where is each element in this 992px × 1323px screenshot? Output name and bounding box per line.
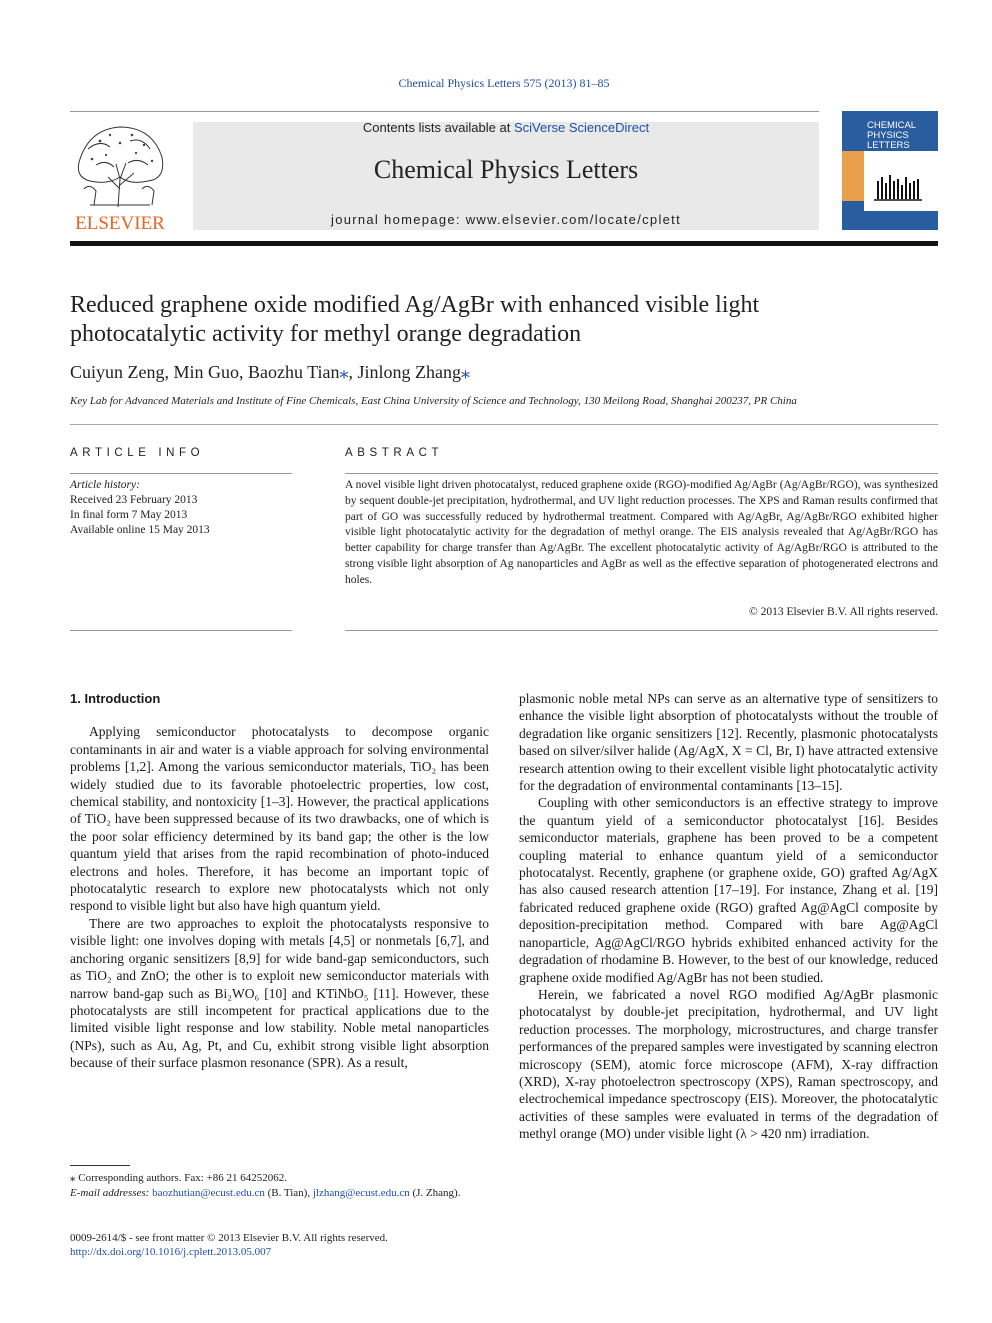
top-rule bbox=[70, 111, 819, 112]
author-list: Cuiyun Zeng, Min Guo, Baozhu Tian⁎, Jinlong Zhang⁎ bbox=[70, 362, 471, 382]
email-footnote bbox=[70, 1186, 489, 1201]
email-link[interactable]: baozhutian@ecust.edu.cn bbox=[152, 1187, 265, 1199]
author-name[interactable]: Baozhu Tian bbox=[248, 362, 340, 382]
footnote-rule bbox=[70, 1165, 130, 1166]
body-paragraph: plasmonic noble metal NPs can serve as an alternative type of sensitizers to enhance the visible light absorption of photocatalysts without the trouble of degradation like organic sensitizers [12]. Recently, plasmonic photocatalysts based on silver/silver halide (Ag/AgX, X = Cl, Br, I) have attracted extensive research attention owing to their excellent visible light photocatalytic activity for the degradation of environmental contaminants [13–15]. bbox=[519, 691, 938, 794]
homepage-link[interactable]: www.elsevier.com/locate/cplett bbox=[465, 212, 681, 227]
divider bbox=[70, 630, 292, 631]
corresponding-footnote: ⁎ Corresponding authors. Fax: +86 21 64252062. bbox=[70, 1172, 288, 1184]
journal-title: Chemical Physics Letters bbox=[373, 155, 639, 184]
affiliation: Key Lab for Advanced Materials and Institute of Fine Chemicals, East China University of Science and Technology, 130 Meilong Road, Shanghai 200237, PR China bbox=[70, 395, 797, 407]
email-owner: (B. Tian), bbox=[267, 1187, 311, 1199]
elsevier-logo[interactable] bbox=[70, 119, 170, 232]
email-owner: (J. Zhang). bbox=[412, 1187, 461, 1199]
abstract-text: A novel visible light driven photocatalyst, reduced graphene oxide (RGO)-modified Ag/AgBr (Ag/AgBr/RGO), was synthesized by sequent double-jet precipitation, hydrothermal, and UV light reduction processes. The XPS and Raman results confirmed that part of GO was successfully reduced by hydrothermal treatment. Compared with Ag/AgBr, Ag/AgBr/RGO exhibited higher visible light photocatalytic activity for the degradation of methyl orange. The EIS analysis revealed that Ag/AgBr/RGO has better capability for charge transfer than Ag/AgBr. The excellent photocatalytic activity of Ag/AgBr/RGO is attributed to the strong visible light absorption of Ag nanoparticles and AgBr as well as the effective separation of photogenerated electrons and holes. bbox=[345, 479, 938, 586]
journal-citation[interactable]: Chemical Physics Letters 575 (2013) 81–85 bbox=[398, 76, 610, 90]
final-form-date: In final form 7 May 2013 bbox=[70, 509, 188, 521]
body-paragraph: There are two approaches to exploit the photocatalysts responsive to visible light: one involves doping with metals [4,5] or nonmetals [6,7], and anchoring organic sensitizers [8,9] for wide band-gap semiconductors, such as TiO₂ and ZnO; the other is to exploit new semiconductor materials with narrow band-gap such as Bi₂WO₆ [10] and KTiNbO₅ [11]. However, these photocatalysts are still incompetent for practical applications due to the limited visible light response and low stability. Noble metal nanoparticles (NPs), such as Au, Ag, Pt, and Cu, exhibit strong visible light absorption because of their surface plasmon resonance (SPR). As a result, bbox=[70, 915, 489, 1071]
history-label: Article history: bbox=[70, 479, 140, 491]
online-date: Available online 15 May 2013 bbox=[70, 524, 210, 536]
corresponding-mark[interactable]: ⁎ bbox=[461, 362, 471, 382]
body-paragraph: Herein, we fabricated a novel RGO modified Ag/AgBr plasmonic photocatalyst by double-jet precipitation, hydrothermal, and UV light reduction processes. The morphology, microstructures, and charge transfer performances of the prepared samples were investigated by scanning electron microscopy (SEM), atomic force microscope (AFM), X-ray diffraction (XRD), X-ray photoelectron spectroscopy (XPS), Raman spectroscopy, and electrochemical impedance spectroscopy (EIS). Moreover, the photocatalytic activities of these samples were evaluated in terms of the degradation of methyl orange (MO) under visible light (λ > 420 nm) irradiation. bbox=[519, 986, 938, 1142]
paper-title-line: photocatalytic activity for methyl orange degradation bbox=[70, 321, 582, 347]
contents-prefix: Contents lists available at bbox=[362, 120, 514, 135]
divider bbox=[70, 424, 938, 425]
doi-link[interactable]: http://dx.doi.org/10.1016/j.cplett.2013.05.007 bbox=[70, 1246, 272, 1258]
journal-cover-thumbnail[interactable] bbox=[842, 111, 938, 230]
paper-title-line: Reduced graphene oxide modified Ag/AgBr with enhanced visible light bbox=[70, 292, 760, 318]
article-history bbox=[70, 478, 210, 538]
author-name[interactable]: Cuiyun Zeng bbox=[70, 362, 165, 382]
body-column-left bbox=[70, 690, 489, 1072]
section-heading-introduction: 1. Introduction bbox=[70, 691, 161, 706]
cover-title-line: PHYSICS bbox=[867, 130, 909, 141]
journal-homepage bbox=[193, 212, 819, 227]
body-paragraph: Coupling with other semiconductors is an effective strategy to improve the quantum yield of a semiconductor photocatalyst [16]. Besides semiconductor materials, graphene has been proved to be a competent coupling material to enhance quantum yield of a semiconductor photocatalyst. Recently, graphene (or graphene oxide, GO) grafted Ag/AgX has also caused research attention [17–19]. For instance, Zhang et al. [19] fabricated reduced graphene oxide (RGO) grafted Ag@AgCl composite by deposition-precipitation method. Compared with bare Ag@AgCl nanoparticle, Ag@AgCl/RGO hybrids exhibited enhanced activity for the degradation of rhodamine B. However, to the best of our knowledge, reduced graphene oxide modified Ag/AgBr has not been studied. bbox=[519, 795, 938, 985]
footnotes bbox=[70, 1171, 489, 1201]
copyright-notice: © 2013 Elsevier B.V. All rights reserved. bbox=[749, 606, 938, 618]
cover-title-line: LETTERS bbox=[867, 140, 910, 151]
divider bbox=[345, 473, 938, 474]
homepage-prefix: journal homepage: bbox=[331, 212, 466, 227]
divider bbox=[345, 630, 938, 631]
body-paragraph: Applying semiconductor photocatalysts to decompose organic contaminants in air and water is a viable approach for solving environmental problems [1,2]. Among the various semiconductor materials, TiO₂ has been widely studied due to its favorable photoelectric properties, low cost, chemical stability, and nontoxicity [1–3]. However, the practical applications of TiO₂ have been suppressed because of its two drawbacks, one of which is the poor solar efficiency determined by its band gap; the other is the low quantum yield that arises from the rapid recombination of photo-induced electrons and holes. Therefore, it has become an important topic of photocatalytic research to explore new photocatalysts which not only respond to visible light but also have high quantum yield. bbox=[70, 724, 489, 914]
abstract-heading: ABSTRACT bbox=[345, 447, 444, 459]
cover-title-line: CHEMICAL bbox=[867, 120, 917, 131]
paper-title bbox=[70, 291, 930, 349]
front-matter-notice: 0009-2614/$ - see front matter © 2013 Elsevier B.V. All rights reserved. bbox=[70, 1232, 388, 1244]
cover-title bbox=[867, 121, 916, 151]
body-column-right bbox=[519, 690, 938, 1143]
issn-block bbox=[70, 1231, 388, 1259]
elsevier-tree-icon bbox=[70, 119, 170, 232]
email-label: E-mail addresses: bbox=[70, 1187, 150, 1199]
email-link[interactable]: jlzhang@ecust.edu.cn bbox=[312, 1187, 410, 1199]
elsevier-wordmark: ELSEVIER bbox=[75, 213, 165, 232]
contents-availability bbox=[193, 120, 819, 135]
article-info-heading: ARTICLE INFO bbox=[70, 447, 205, 459]
divider bbox=[70, 473, 292, 474]
header-rule bbox=[70, 241, 938, 246]
sciencedirect-link[interactable]: SciVerse ScienceDirect bbox=[513, 120, 650, 135]
author-name[interactable]: Jinlong Zhang bbox=[357, 362, 462, 382]
received-date: Received 23 February 2013 bbox=[70, 494, 198, 506]
author-name[interactable]: Min Guo bbox=[173, 362, 240, 382]
corresponding-mark[interactable]: ⁎ bbox=[339, 362, 349, 382]
